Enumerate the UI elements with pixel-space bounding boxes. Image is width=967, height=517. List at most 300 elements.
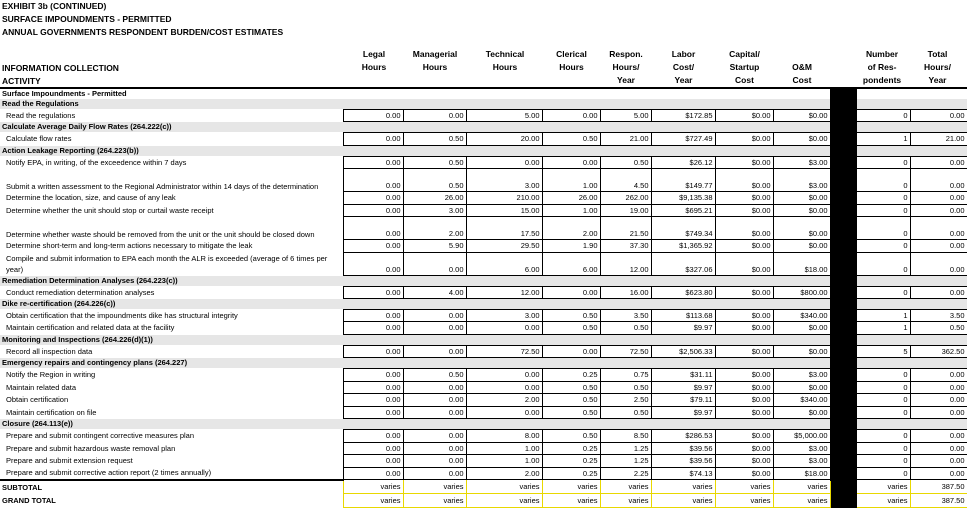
empty-cell — [856, 358, 967, 369]
value-cell: 210.00 — [466, 192, 542, 205]
value-cell: 1.00 — [542, 169, 600, 192]
value-cell: 0.00 — [403, 109, 466, 122]
value-cell: 0.00 — [403, 345, 466, 358]
table-row — [0, 204, 967, 217]
value-cell: 0 — [856, 442, 910, 455]
value-cell: 0 — [856, 467, 910, 480]
section-title: Action Leakage Reporting (264.223(b)) — [0, 145, 830, 156]
total-value-cell: varies — [715, 480, 773, 494]
value-cell: $340.00 — [773, 309, 830, 322]
value-cell: 0.00 — [910, 252, 967, 275]
value-cell: 0.00 — [403, 309, 466, 322]
value-cell: 2.25 — [600, 467, 651, 480]
value-cell: 29.50 — [466, 240, 542, 253]
activity-label: Prepare and submit extension request — [6, 456, 133, 466]
value-cell: $0.00 — [715, 467, 773, 480]
value-cell: 8.00 — [466, 430, 542, 443]
value-cell: 0.50 — [600, 156, 651, 169]
activity-label: Maintain certification on file — [6, 407, 97, 417]
value-cell: $0.00 — [715, 240, 773, 253]
black-separator-column — [830, 430, 856, 443]
table-row — [0, 252, 967, 275]
value-cell: 0.50 — [542, 430, 600, 443]
table-row — [0, 394, 967, 407]
value-cell: $1,365.92 — [651, 240, 715, 253]
value-cell: $0.00 — [715, 406, 773, 419]
table-row — [0, 217, 967, 240]
value-cell: 0.00 — [343, 406, 403, 419]
value-cell: $9,135.38 — [651, 192, 715, 205]
activity-label: Maintain related data — [6, 382, 77, 392]
table-row — [0, 156, 967, 169]
empty-cell — [856, 419, 967, 430]
table-row — [0, 322, 967, 335]
activity-label: Prepare and submit corrective action report (2 times annually) — [6, 468, 212, 478]
value-cell: 0.00 — [542, 156, 600, 169]
value-cell: 0 — [856, 217, 910, 240]
value-cell: 0.00 — [542, 109, 600, 122]
table-row — [0, 406, 967, 419]
total-value-cell: varies — [542, 480, 600, 494]
value-cell: 3.00 — [466, 169, 542, 192]
value-cell: $3.00 — [773, 455, 830, 468]
value-cell: 0.25 — [542, 467, 600, 480]
value-cell: $0.00 — [773, 109, 830, 122]
section-header-row — [0, 145, 967, 156]
black-separator-column — [830, 369, 856, 382]
value-cell: 0.00 — [343, 455, 403, 468]
black-separator-column — [830, 345, 856, 358]
section-header-row — [0, 99, 967, 109]
value-cell: $0.00 — [715, 169, 773, 192]
value-cell: $5,000.00 — [773, 430, 830, 443]
value-cell: 0.00 — [910, 286, 967, 299]
value-cell: 2.50 — [600, 394, 651, 407]
value-cell: 0.00 — [343, 240, 403, 253]
section-title: Dike re-certification (264.226(c)) — [0, 299, 830, 310]
black-separator-column — [830, 217, 856, 240]
value-cell: 8.50 — [600, 430, 651, 443]
value-cell: 0 — [856, 286, 910, 299]
value-cell: 6.00 — [542, 252, 600, 275]
value-cell: 0.00 — [910, 156, 967, 169]
value-cell: 12.00 — [600, 252, 651, 275]
value-cell: 0.00 — [466, 156, 542, 169]
value-cell: 3.00 — [466, 309, 542, 322]
activity-label: Determine whether waste should be removed from the unit or the unit should be closed down — [6, 229, 315, 239]
value-cell: $0.00 — [715, 156, 773, 169]
value-cell: 0.00 — [343, 156, 403, 169]
activity-label: Obtain certification that the impoundments dike has structural integrity — [6, 310, 238, 320]
section-header-row — [0, 419, 967, 430]
value-cell: 0.00 — [403, 322, 466, 335]
section-header-row — [0, 275, 967, 286]
value-cell: 0.00 — [343, 394, 403, 407]
section-header-row — [0, 358, 967, 369]
value-cell: 15.00 — [466, 204, 542, 217]
value-cell: 0.00 — [343, 133, 403, 146]
value-cell: 0.00 — [466, 322, 542, 335]
value-cell: 1.00 — [542, 204, 600, 217]
value-cell: 0.00 — [910, 467, 967, 480]
black-separator-column — [830, 88, 856, 99]
value-cell: 0.00 — [403, 442, 466, 455]
value-cell: 0.00 — [910, 394, 967, 407]
value-cell: $18.00 — [773, 252, 830, 275]
value-cell: 0.00 — [910, 381, 967, 394]
total-value-cell: varies — [343, 480, 403, 494]
value-cell: 0.50 — [542, 322, 600, 335]
black-separator-column — [830, 286, 856, 299]
value-cell: $327.06 — [651, 252, 715, 275]
value-cell: 0.75 — [600, 369, 651, 382]
black-separator-column — [830, 442, 856, 455]
value-cell: 362.50 — [910, 345, 967, 358]
value-cell: $9.97 — [651, 406, 715, 419]
value-cell: 0 — [856, 169, 910, 192]
value-cell: $0.00 — [773, 192, 830, 205]
value-cell: $9.97 — [651, 381, 715, 394]
value-cell: $31.11 — [651, 369, 715, 382]
value-cell: 2.00 — [542, 217, 600, 240]
black-separator-column — [830, 381, 856, 394]
value-cell: $0.00 — [773, 240, 830, 253]
value-cell: 0 — [856, 455, 910, 468]
activity-label: Compile and submit information to EPA each month the ALR is exceeded (average of 6 times per year) — [6, 254, 328, 275]
black-separator-column — [830, 494, 856, 508]
value-cell: $3.00 — [773, 442, 830, 455]
value-cell: 0.00 — [542, 345, 600, 358]
col-head-legal: Legal Hours — [361, 49, 387, 72]
activity-label: Prepare and submit contingent corrective measures plan — [6, 431, 195, 441]
empty-cell — [856, 99, 967, 109]
total-value-cell: varies — [343, 494, 403, 508]
value-cell: 5.00 — [600, 109, 651, 122]
value-cell: $0.00 — [715, 217, 773, 240]
section-title: Closure (264.113(e)) — [0, 419, 830, 430]
value-cell: 0.00 — [910, 217, 967, 240]
value-cell: 0.00 — [466, 369, 542, 382]
value-cell: 0.00 — [343, 192, 403, 205]
activity-label: Submit a written assessment to the Regional Administrator within 14 days of the determination — [6, 181, 319, 191]
value-cell: 0.50 — [403, 369, 466, 382]
value-cell: 5.00 — [466, 109, 542, 122]
value-cell: $26.12 — [651, 156, 715, 169]
value-cell: 0.00 — [910, 369, 967, 382]
table-row — [0, 442, 967, 455]
black-separator-column — [830, 299, 856, 310]
value-cell: 1.25 — [600, 455, 651, 468]
value-cell: $0.00 — [773, 406, 830, 419]
value-cell: 0.50 — [542, 309, 600, 322]
table-row — [0, 133, 967, 146]
total-value-cell: varies — [856, 480, 910, 494]
black-separator-column — [830, 133, 856, 146]
value-cell: 0.00 — [343, 204, 403, 217]
table-row — [0, 467, 967, 480]
value-cell: 0.00 — [542, 286, 600, 299]
value-cell: 0.00 — [343, 442, 403, 455]
value-cell: 0.00 — [403, 430, 466, 443]
value-cell: $9.97 — [651, 322, 715, 335]
value-cell: 6.00 — [466, 252, 542, 275]
total-value-cell: varies — [466, 494, 542, 508]
value-cell: 1.25 — [600, 442, 651, 455]
value-cell: 0.00 — [910, 430, 967, 443]
value-cell: $0.00 — [773, 322, 830, 335]
value-cell: 0.00 — [343, 252, 403, 275]
table-row — [0, 192, 967, 205]
black-separator-column — [830, 192, 856, 205]
total-value-cell: varies — [600, 494, 651, 508]
total-label: SUBTOTAL — [0, 480, 343, 494]
value-cell: 2.00 — [466, 394, 542, 407]
value-cell: $3.00 — [773, 169, 830, 192]
section-header-row — [0, 299, 967, 310]
empty-cell — [856, 275, 967, 286]
value-cell: 21.50 — [600, 217, 651, 240]
value-cell: $0.00 — [715, 442, 773, 455]
black-separator-column — [830, 252, 856, 275]
total-value-cell: varies — [542, 494, 600, 508]
value-cell: 0.00 — [910, 169, 967, 192]
table-row — [0, 369, 967, 382]
value-cell: 0.25 — [542, 442, 600, 455]
total-value-cell: varies — [403, 494, 466, 508]
value-cell: 20.00 — [466, 133, 542, 146]
col-head-total-hours: Total Hours/ Year — [924, 49, 951, 85]
total-value-cell: 387.50 — [910, 480, 967, 494]
value-cell: 0.00 — [403, 381, 466, 394]
activity-label: Notify the Region in writing — [6, 370, 96, 380]
black-separator-column — [830, 145, 856, 156]
value-cell: $0.00 — [715, 286, 773, 299]
empty-cell — [856, 88, 967, 99]
value-cell: $0.00 — [773, 204, 830, 217]
value-cell: 26.00 — [542, 192, 600, 205]
value-cell: 0 — [856, 252, 910, 275]
value-cell: 0.50 — [910, 322, 967, 335]
section-title: Read the Regulations — [0, 99, 830, 109]
value-cell: 0 — [856, 369, 910, 382]
empty-cell — [856, 145, 967, 156]
value-cell: 0.00 — [403, 252, 466, 275]
activity-label: Determine whether the unit should stop or curtail waste receipt — [6, 205, 214, 215]
value-cell: 0 — [856, 109, 910, 122]
value-cell: $0.00 — [773, 345, 830, 358]
value-cell: $0.00 — [715, 252, 773, 275]
total-value-cell: varies — [651, 480, 715, 494]
value-cell: $695.21 — [651, 204, 715, 217]
value-cell: 0.00 — [910, 192, 967, 205]
value-cell: 0.00 — [343, 369, 403, 382]
black-separator-column — [830, 358, 856, 369]
black-separator-column — [830, 122, 856, 133]
activity-label: Determine short-term and long-term actions necessary to mitigate the leak — [6, 241, 253, 251]
activity-label: Determine the location, size, and cause of any leak — [6, 193, 176, 203]
black-separator-column — [830, 467, 856, 480]
value-cell: 0.00 — [910, 204, 967, 217]
value-cell: 0.00 — [403, 455, 466, 468]
value-cell: $0.00 — [715, 345, 773, 358]
black-separator-column — [830, 240, 856, 253]
black-separator-column — [830, 156, 856, 169]
activity-label: Maintain certification and related data at the facility — [6, 323, 175, 333]
value-cell: 262.00 — [600, 192, 651, 205]
value-cell: $0.00 — [715, 109, 773, 122]
section-title: Emergency repairs and contingency plans (264.227) — [0, 358, 830, 369]
grand-total-row — [0, 494, 967, 508]
value-cell: 0.00 — [343, 309, 403, 322]
value-cell: 0.25 — [542, 369, 600, 382]
activity-label: Calculate flow rates — [6, 134, 72, 144]
value-cell: $39.56 — [651, 455, 715, 468]
black-separator-column — [830, 334, 856, 345]
table-title-row — [0, 88, 967, 99]
section-title: Monitoring and Inspections (264.226(d)(1)) — [0, 334, 830, 345]
value-cell: $0.00 — [773, 133, 830, 146]
col-head-activity: INFORMATION COLLECTION ACTIVITY — [2, 63, 119, 86]
value-cell: $149.77 — [651, 169, 715, 192]
value-cell: $0.00 — [715, 309, 773, 322]
table-row — [0, 240, 967, 253]
value-cell: 0.25 — [542, 455, 600, 468]
value-cell: 0.50 — [403, 133, 466, 146]
value-cell: $0.00 — [715, 394, 773, 407]
black-separator-column — [830, 169, 856, 192]
total-value-cell: varies — [600, 480, 651, 494]
subtotal-row — [0, 480, 967, 494]
value-cell: 0.00 — [403, 406, 466, 419]
value-cell: $2,506.33 — [651, 345, 715, 358]
burden-table — [0, 87, 967, 508]
value-cell: 0 — [856, 192, 910, 205]
value-cell: $623.80 — [651, 286, 715, 299]
value-cell: 0.00 — [343, 430, 403, 443]
value-cell: 0 — [856, 240, 910, 253]
value-cell: 0.00 — [910, 442, 967, 455]
value-cell: $286.53 — [651, 430, 715, 443]
value-cell: 37.30 — [600, 240, 651, 253]
black-separator-column — [830, 204, 856, 217]
value-cell: 0.00 — [343, 217, 403, 240]
total-value-cell: varies — [715, 494, 773, 508]
value-cell: 0.50 — [542, 394, 600, 407]
value-cell: 72.50 — [466, 345, 542, 358]
activity-label: Conduct remediation determination analyses — [6, 287, 155, 297]
black-separator-column — [830, 406, 856, 419]
value-cell: 17.50 — [466, 217, 542, 240]
value-cell: 72.50 — [600, 345, 651, 358]
section-title: Remediation Determination Analyses (264.223(c)) — [0, 275, 830, 286]
total-value-cell: varies — [466, 480, 542, 494]
total-value-cell: varies — [773, 494, 830, 508]
value-cell: $727.49 — [651, 133, 715, 146]
section-header-row — [0, 334, 967, 345]
value-cell: 0.00 — [466, 406, 542, 419]
value-cell: 2.00 — [403, 217, 466, 240]
value-cell: 0 — [856, 406, 910, 419]
total-value-cell: varies — [651, 494, 715, 508]
black-separator-column — [830, 419, 856, 430]
value-cell: $0.00 — [773, 381, 830, 394]
value-cell: $0.00 — [715, 430, 773, 443]
col-head-om-cost: O&M Cost — [792, 62, 812, 85]
total-value-cell: varies — [773, 480, 830, 494]
section-header-row — [0, 122, 967, 133]
col-head-respondents: Number of Res- pondents — [862, 49, 902, 85]
value-cell: 0.00 — [466, 381, 542, 394]
value-cell: $0.00 — [715, 322, 773, 335]
table-row — [0, 109, 967, 122]
table-title: Surface Impoundments - Permitted — [0, 88, 830, 99]
black-separator-column — [830, 109, 856, 122]
black-separator-column — [830, 394, 856, 407]
value-cell: 5 — [856, 345, 910, 358]
empty-cell — [856, 299, 967, 310]
value-cell: $79.11 — [651, 394, 715, 407]
black-separator-column — [830, 99, 856, 109]
value-cell: $172.85 — [651, 109, 715, 122]
value-cell: $0.00 — [715, 133, 773, 146]
value-cell: 0.00 — [343, 169, 403, 192]
table-row — [0, 345, 967, 358]
value-cell: 0.00 — [910, 455, 967, 468]
value-cell: 12.00 — [466, 286, 542, 299]
section-title: Calculate Average Daily Flow Rates (264.222(c)) — [0, 122, 830, 133]
value-cell: $18.00 — [773, 467, 830, 480]
value-cell: 4.00 — [403, 286, 466, 299]
value-cell: $749.34 — [651, 217, 715, 240]
activity-label: Prepare and submit hazardous waste removal plan — [6, 443, 176, 453]
empty-cell — [856, 334, 967, 345]
table-row — [0, 455, 967, 468]
col-head-clerical: Clerical Hours — [556, 49, 587, 72]
total-label: GRAND TOTAL — [2, 496, 56, 506]
activity-label: Read the regulations — [6, 110, 76, 120]
value-cell: 2.00 — [466, 467, 542, 480]
value-cell: 0.00 — [910, 240, 967, 253]
value-cell: 0.50 — [600, 381, 651, 394]
value-cell: $0.00 — [715, 204, 773, 217]
value-cell: 1.00 — [466, 455, 542, 468]
total-value-cell: 387.50 — [910, 494, 967, 508]
value-cell: 0.00 — [910, 109, 967, 122]
value-cell: 0.50 — [542, 406, 600, 419]
value-cell: 1.00 — [466, 442, 542, 455]
value-cell: 0.50 — [403, 156, 466, 169]
value-cell: 0 — [856, 394, 910, 407]
value-cell: $3.00 — [773, 369, 830, 382]
value-cell: 0 — [856, 156, 910, 169]
table-row — [0, 430, 967, 443]
table-row — [0, 381, 967, 394]
value-cell: $0.00 — [715, 455, 773, 468]
value-cell: 1.90 — [542, 240, 600, 253]
value-cell: 0.00 — [403, 394, 466, 407]
black-separator-column — [830, 275, 856, 286]
black-separator-column — [830, 480, 856, 494]
value-cell: 0.00 — [343, 345, 403, 358]
exhibit-title: EXHIBIT 3b (CONTINUED) — [2, 1, 107, 11]
value-cell: 0.50 — [600, 322, 651, 335]
empty-cell — [856, 122, 967, 133]
exhibit-description: ANNUAL GOVERNMENTS RESPONDENT BURDEN/COST ESTIMATES — [2, 27, 284, 37]
value-cell: 1 — [856, 322, 910, 335]
value-cell: 3.50 — [600, 309, 651, 322]
value-cell: $0.00 — [715, 192, 773, 205]
black-separator-column — [830, 322, 856, 335]
